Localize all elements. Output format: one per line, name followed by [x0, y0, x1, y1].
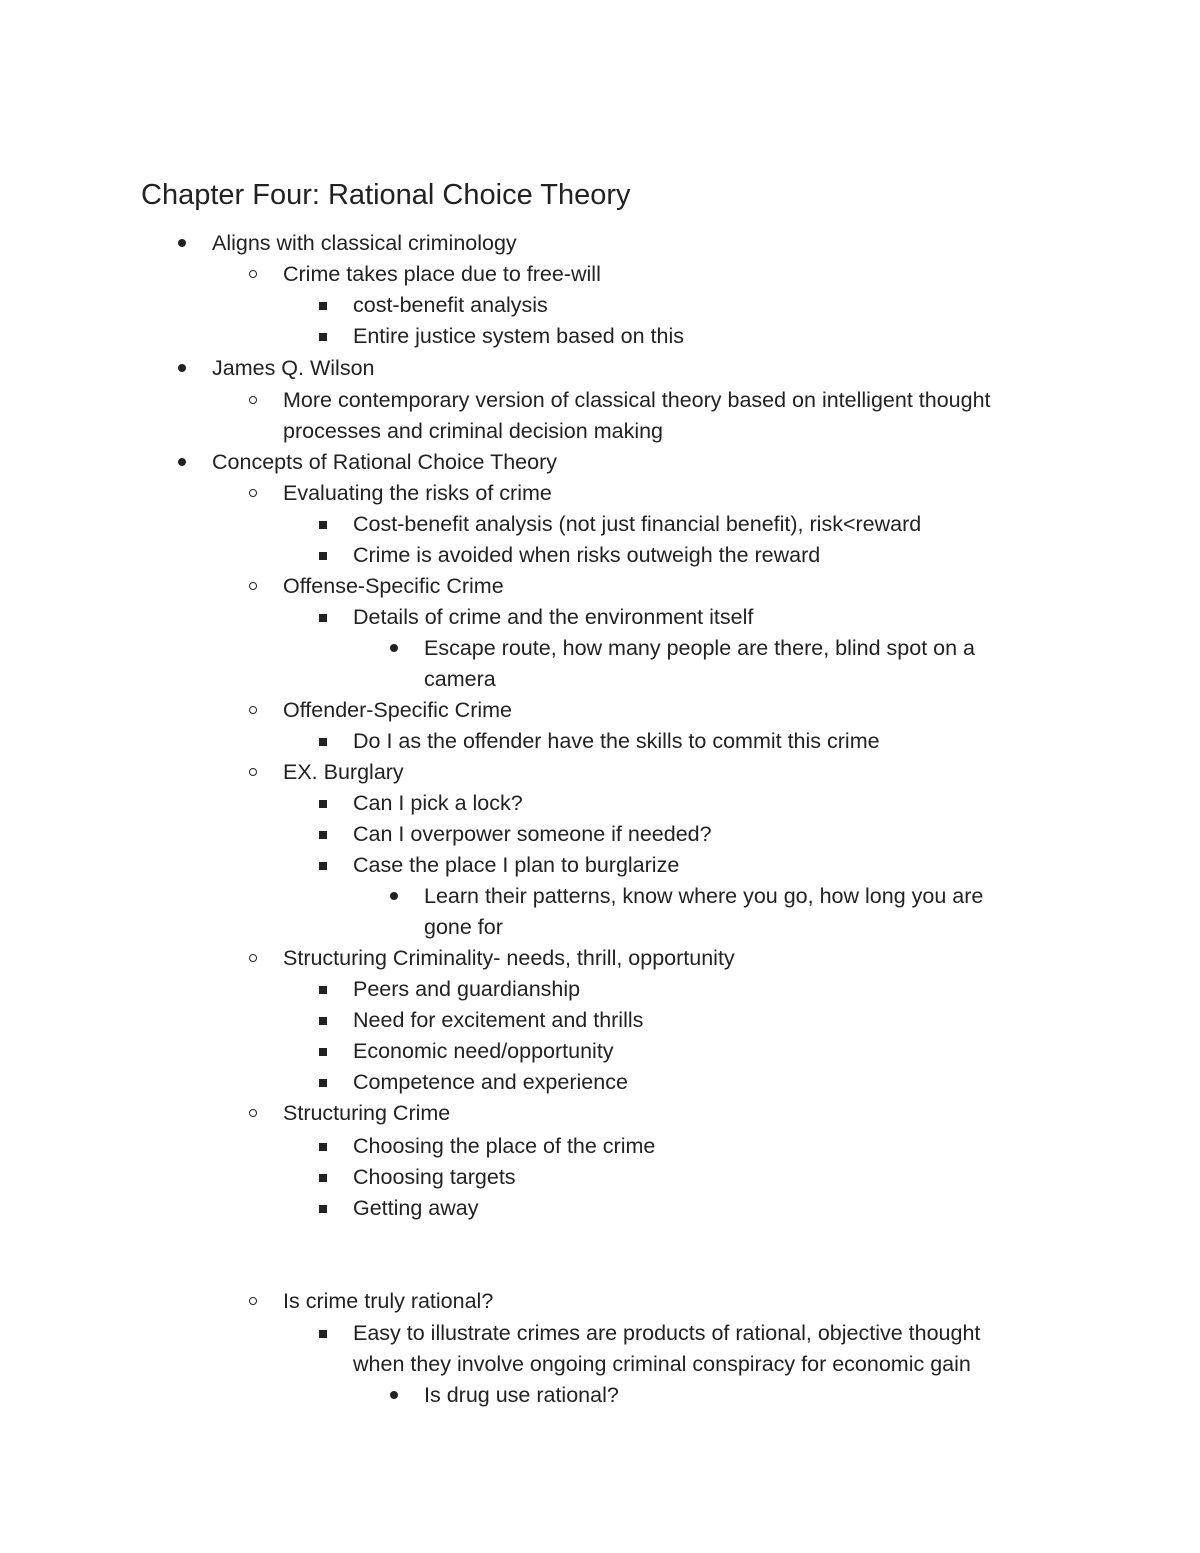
- bullet-square-icon: [317, 1067, 347, 1098]
- bullet-text: EX. Burglary: [283, 760, 404, 784]
- bullet-square-icon: [317, 726, 347, 757]
- bullet-text: Economic need/opportunity: [353, 1039, 614, 1063]
- bullet-text: Getting away: [353, 1196, 479, 1220]
- bullet-text: Peers and guardianship: [353, 977, 581, 1001]
- bullet-text: Choosing the place of the crime: [353, 1134, 656, 1158]
- bullet-text: Cost-benefit analysis (not just financial benefit), risk<reward: [353, 512, 922, 536]
- bullet-text: Can I pick a lock?: [353, 791, 523, 815]
- bullet-text: Crime takes place due to free-will: [283, 262, 601, 286]
- bullet-square-icon: [317, 540, 347, 571]
- bullet-square-icon: [317, 290, 347, 321]
- bullet-text: Aligns with classical criminology: [212, 231, 517, 255]
- bullet-text: Learn their patterns, know where you go, how long you are: [424, 884, 984, 908]
- bullet-square-icon: [317, 509, 347, 540]
- bullet-text: Offense-Specific Crime: [283, 574, 504, 598]
- bullet-text: cost-benefit analysis: [353, 293, 548, 317]
- bullet-disc-icon: [176, 228, 206, 259]
- bullet-text: camera: [424, 667, 496, 691]
- bullet-circle-icon: [247, 259, 277, 290]
- bullet-text: Competence and experience: [353, 1070, 628, 1094]
- bullet-square-icon: [317, 1193, 347, 1224]
- bullet-circle-icon: [247, 1098, 277, 1129]
- bullet-disc-icon: [176, 447, 206, 478]
- bullet-text: processes and criminal decision making: [283, 419, 664, 443]
- bullet-text: More contemporary version of classical theory based on intelligent thought: [283, 388, 991, 412]
- bullet-square-icon: [317, 788, 347, 819]
- bullet-disc-icon: [388, 633, 418, 664]
- bullet-text: Offender-Specific Crime: [283, 698, 513, 722]
- bullet-text: Structuring Criminality- needs, thrill, opportunity: [283, 946, 735, 970]
- bullet-disc-icon: [388, 881, 418, 912]
- bullet-circle-icon: [247, 943, 277, 974]
- bullet-text: James Q. Wilson: [212, 356, 375, 380]
- bullet-text: Is crime truly rational?: [283, 1289, 494, 1313]
- bullet-square-icon: [317, 1131, 347, 1162]
- bullet-square-icon: [317, 1036, 347, 1067]
- bullet-square-icon: [317, 321, 347, 352]
- bullet-square-icon: [317, 819, 347, 850]
- bullet-text: Case the place I plan to burglarize: [353, 853, 680, 877]
- bullet-square-icon: [317, 1162, 347, 1193]
- bullet-disc-icon: [176, 353, 206, 384]
- bullet-square-icon: [317, 1318, 347, 1349]
- bullet-circle-icon: [247, 695, 277, 726]
- bullet-square-icon: [317, 1005, 347, 1036]
- bullet-text: Entire justice system based on this: [353, 324, 685, 348]
- page-title: Chapter Four: Rational Choice Theory: [141, 179, 631, 211]
- bullet-text: gone for: [424, 915, 503, 939]
- bullet-text: Easy to illustrate crimes are products of rational, objective thought: [353, 1321, 981, 1345]
- bullet-text: Need for excitement and thrills: [353, 1008, 644, 1032]
- bullet-circle-icon: [247, 1286, 277, 1317]
- bullet-text: Crime is avoided when risks outweigh the reward: [353, 543, 821, 567]
- bullet-square-icon: [317, 850, 347, 881]
- bullet-circle-icon: [247, 757, 277, 788]
- bullet-disc-icon: [388, 1380, 418, 1411]
- bullet-circle-icon: [247, 478, 277, 509]
- bullet-text: Concepts of Rational Choice Theory: [212, 450, 557, 474]
- bullet-circle-icon: [247, 385, 277, 416]
- bullet-text: Evaluating the risks of crime: [283, 481, 552, 505]
- bullet-text: Details of crime and the environment itself: [353, 605, 754, 629]
- bullet-text: Choosing targets: [353, 1165, 516, 1189]
- bullet-square-icon: [317, 602, 347, 633]
- bullet-text: Escape route, how many people are there, blind spot on a: [424, 636, 975, 660]
- bullet-text: Is drug use rational?: [424, 1383, 619, 1407]
- bullet-text: Structuring Crime: [283, 1101, 451, 1125]
- bullet-text: when they involve ongoing criminal conspiracy for economic gain: [353, 1352, 971, 1376]
- bullet-text: Do I as the offender have the skills to commit this crime: [353, 729, 880, 753]
- bullet-square-icon: [317, 974, 347, 1005]
- bullet-text: Can I overpower someone if needed?: [353, 822, 712, 846]
- bullet-circle-icon: [247, 571, 277, 602]
